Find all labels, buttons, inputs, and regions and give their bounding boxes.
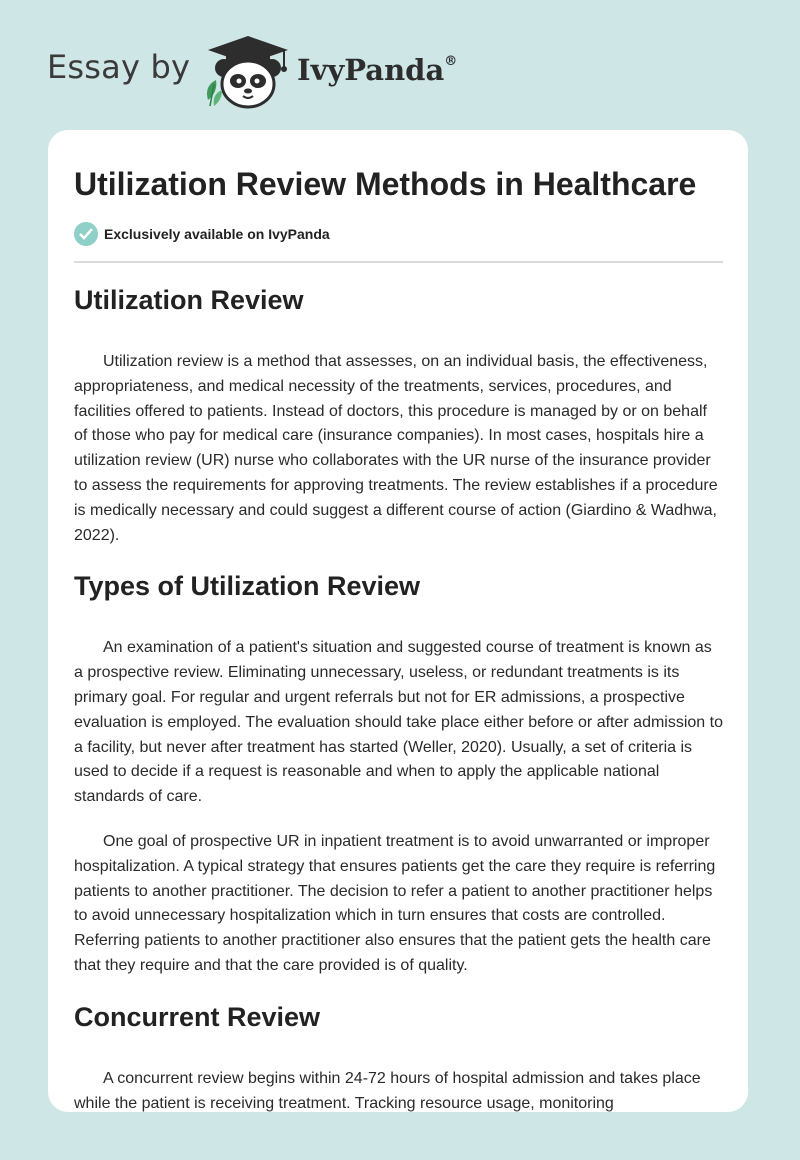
brand-name[interactable]: [297, 53, 457, 87]
badge-text: Exclusively available on IvyPanda: [104, 226, 330, 242]
registered-mark: ®: [444, 54, 458, 70]
panda-mascot-icon[interactable]: [200, 34, 296, 110]
page-title: Utilization Review Methods in Healthcare: [74, 166, 697, 202]
section-heading: Concurrent Review: [74, 1001, 321, 1032]
check-circle-icon: [74, 222, 98, 246]
essay-by-label: Essay by: [47, 48, 191, 86]
paragraph: Utilization review is a method that assesses, on an individual basis, the effectiveness, appropriateness, and medical necessity of the treatments, services, procedures, and facilities offered to patients. Instead of doctors, this procedure is managed by or on behalf of those who pay for medical care (insurance companies). In most cases, hospitals hire a utilization review (UR) nurse who collaborates with the UR nurse of the insurance provider to assess the requirements for approving treatments. The review establishes if a procedure is medically necessary and could suggest a different course of action (Giardino & Wadhwa, 2022).: [74, 353, 718, 544]
article-body: [74, 282, 724, 1112]
section-heading: Utilization Review: [74, 285, 304, 315]
brand-text: IvyPanda: [297, 53, 445, 87]
paragraph: One goal of prospective UR in inpatient treatment is to avoid unwarranted or improper hospitalization. A typical strategy that ensures patients get the care they require is referring patients to another practitioner. The decision to refer a patient to another practitioner helps to avoid unnecessary hospitalization which in turn ensures that costs are controlled. Referring patients to another practitioner also ensures that the patient gets the health care that they require and that the care provided is of quality.: [74, 832, 716, 974]
paragraph: An examination of a patient's situation and suggested course of treatment is known as a prospective review. Eliminating unnecessary, useless, or redundant treatments is its primary goal. For regular and urgent referrals but not for ER admissions, a prospective evaluation is employed. The evaluation should take place either before or after admission to a facility, but never after treatment has started (Weller, 2020). Usually, a set of criteria is used to decide if a request is reasonable and when to apply the applicable national standards of care.: [74, 639, 723, 806]
site-header: [0, 0, 800, 130]
title-divider: [74, 261, 723, 263]
section-heading: Types of Utilization Review: [74, 571, 421, 602]
paragraph: A concurrent review begins within 24-72 hours of hospital admission and takes place while the patient is receiving treatment. Tracking resource usage, monitoring: [74, 1069, 701, 1112]
exclusive-badge: [74, 222, 330, 246]
article-card: [48, 130, 748, 1112]
